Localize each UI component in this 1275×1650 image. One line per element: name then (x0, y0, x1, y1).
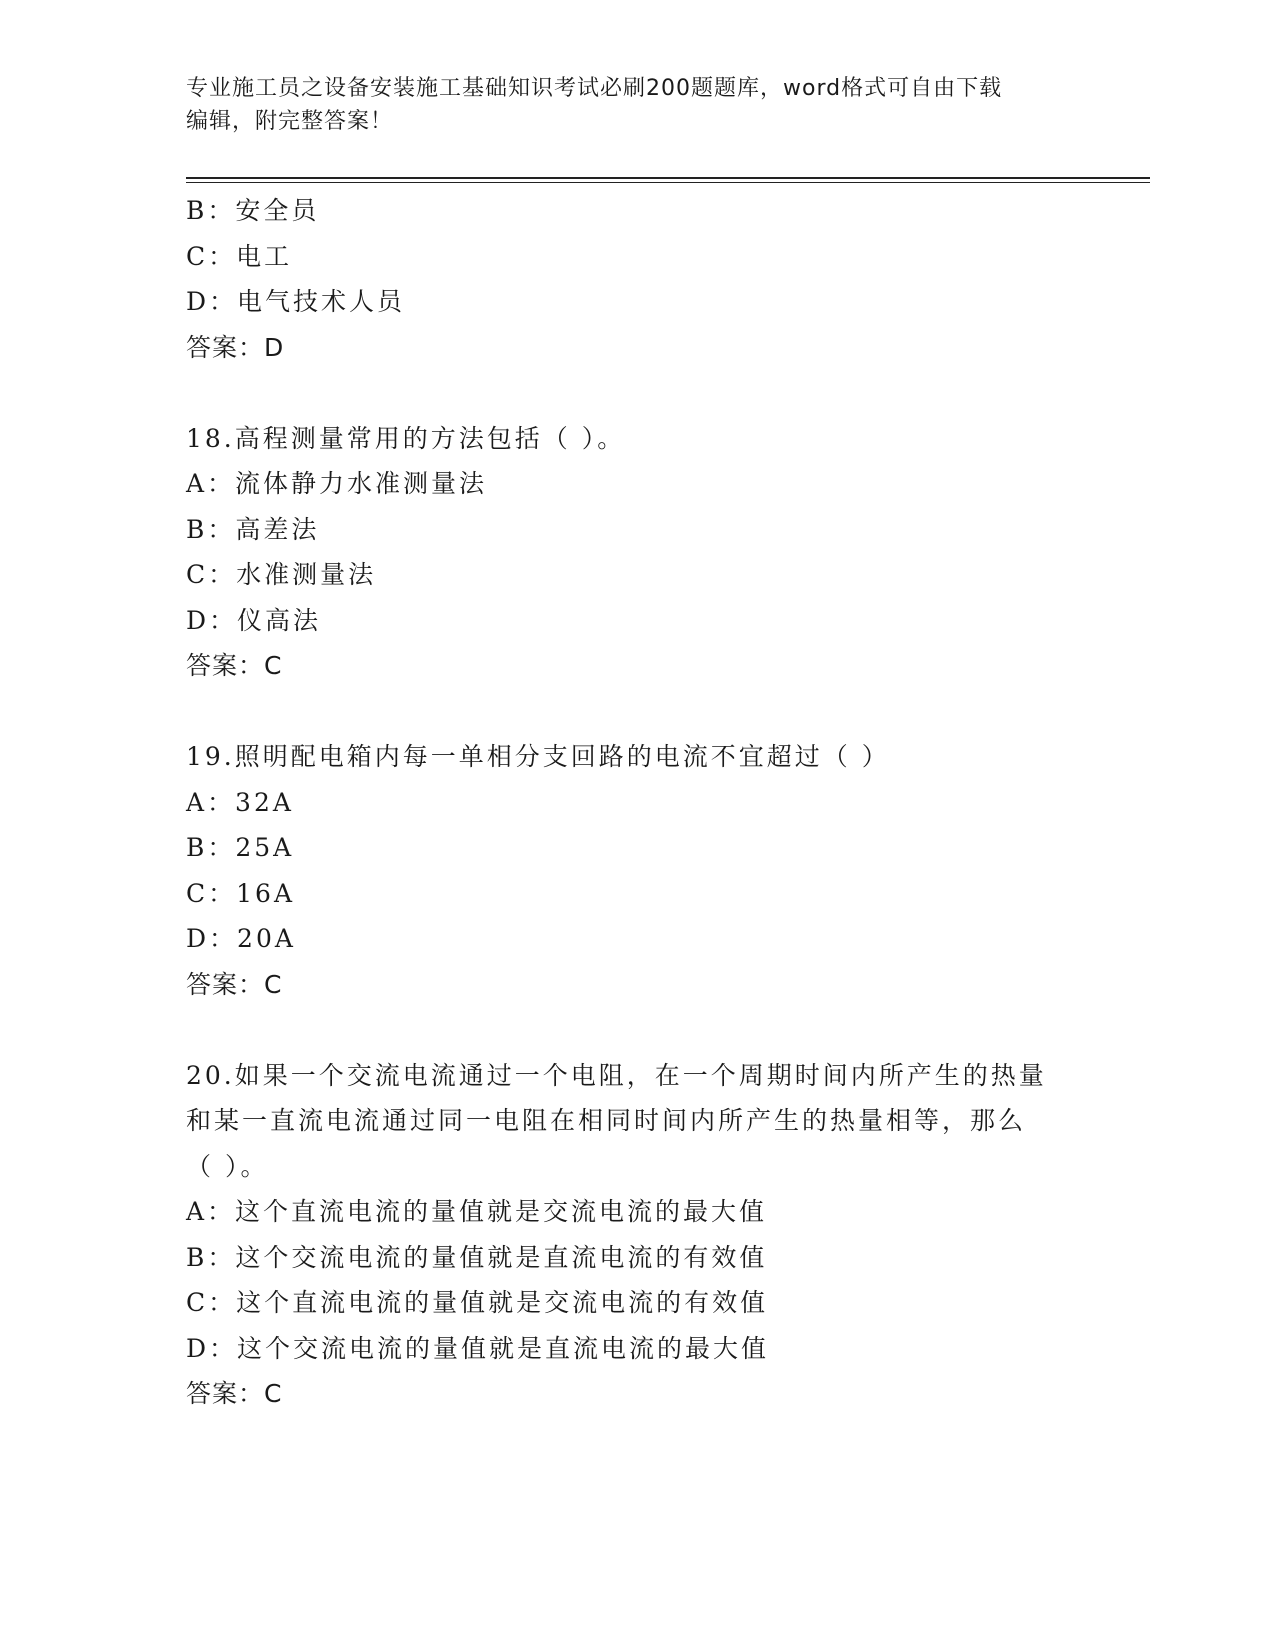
question-17-continued (186, 188, 1086, 370)
header-title-line-2: 编辑，附完整答案！ (186, 109, 394, 134)
option-b: B：这个交流电流的量值就是直流电流的有效值 (186, 1242, 768, 1272)
option-a: A：流体静力水准测量法 (186, 469, 488, 498)
answer-line: 答案：C (186, 651, 283, 680)
question-stem-line-1: 20.如果一个交流电流通过一个电阻，在一个周期时间内所产生的热量 (186, 1060, 1047, 1090)
question-18 (186, 416, 1086, 689)
option-b: B：安全员 (186, 196, 320, 225)
answer-line: 答案：C (186, 1379, 283, 1408)
question-stem: 18.高程测量常用的方法包括（ ）。 (186, 423, 626, 453)
option-b: B：25A (186, 833, 295, 862)
question-stem-line-2: 和某一直流电流通过同一电阻在相同时间内所产生的热量相等，那么 (186, 1106, 1027, 1135)
option-c: C：水准测量法 (186, 560, 377, 589)
document-header (186, 72, 1066, 138)
spacer (186, 370, 1086, 416)
option-a: A：这个直流电流的量值就是交流电流的最大值 (186, 1197, 768, 1226)
option-c: C：16A (186, 878, 295, 908)
option-c: C：电工 (186, 241, 293, 271)
option-c: C：这个直流电流的量值就是交流电流的有效值 (186, 1288, 769, 1317)
spacer (186, 689, 1086, 735)
option-d: D：电气技术人员 (186, 287, 406, 316)
answer-line: 答案：C (186, 969, 283, 999)
question-20 (186, 1053, 1086, 1417)
spacer (186, 1007, 1086, 1053)
header-title-line-1: 专业施工员之设备安装施工基础知识考试必刷200题题库，word格式可自由下载 (186, 76, 1003, 101)
option-d: D：仪高法 (186, 605, 322, 635)
question-stem-line-3: （ ）。 (186, 1151, 269, 1181)
question-list (186, 188, 1086, 1417)
header-divider-thick (186, 177, 1150, 179)
answer-line: 答案：D (186, 332, 285, 362)
question-19 (186, 734, 1086, 1007)
option-d: D：20A (186, 924, 296, 953)
option-d: D：这个交流电流的量值就是直流电流的最大值 (186, 1333, 770, 1363)
header-divider-thin (186, 182, 1150, 183)
question-stem: 19.照明配电箱内每一单相分支回路的电流不宜超过（ ） (186, 742, 890, 771)
option-b: B：高差法 (186, 514, 320, 544)
option-a: A：32A (186, 787, 294, 817)
